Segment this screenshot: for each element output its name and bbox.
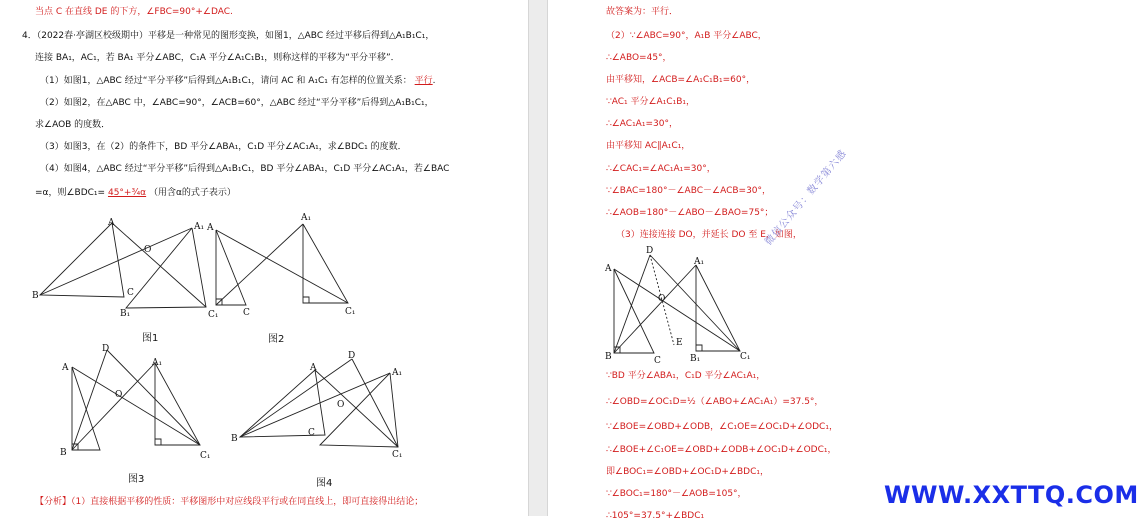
svg-text:C: C: [308, 428, 315, 438]
solution-line-4: 由平移知，∠ACB=∠A₁C₁B₁=60°，: [606, 75, 756, 85]
svg-text:C: C: [243, 308, 250, 318]
problem-definition: 连接 BA₁，AC₁，若 BA₁ 平分∠ABC，C₁A 平分∠A₁C₁B₁，则称这样的平移为“平分平移”．: [35, 53, 400, 63]
svg-text:E: E: [676, 338, 683, 348]
problem-intro: 4．（2022春·亭湖区校级期中）平移是一种常见的图形变换，如图1，△ABC 经过平移后得到△A₁B₁C₁，: [22, 31, 435, 41]
svg-text:O: O: [337, 400, 345, 410]
question-2: （2）如图2，在△ABC 中，∠ABC=90°，∠ACB=60°，△ABC 经过“平分平移”后得到△A₁B₁C₁，: [40, 98, 434, 108]
svg-text:A₁: A₁: [194, 222, 205, 232]
svg-text:C₁: C₁: [200, 451, 211, 461]
solution-line-5: ∵AC₁ 平分∠A₁C₁B₁，: [606, 97, 695, 107]
svg-text:A₁: A₁: [392, 368, 403, 378]
svg-text:C₁: C₁: [208, 310, 219, 320]
solution-line-6: ∴∠AC₁A₁=30°，: [606, 119, 678, 129]
prev-answer-line: 当点 C 在直线 DE 的下方，∠FBC=90°+∠DAC.: [35, 7, 233, 17]
figure-1-label: 图1: [142, 333, 159, 344]
svg-text:B₁: B₁: [120, 309, 131, 319]
svg-text:C: C: [127, 288, 134, 298]
svg-text:A₁: A₁: [152, 358, 163, 368]
solution-line-16: 即∠BOC₁=∠OBD+∠OC₁D+∠BDC₁，: [606, 467, 769, 477]
question-4-cont: =α，则∠BDC₁= 45°+¾α （用含α的式子表示）: [35, 188, 236, 198]
solution-figure: [605, 246, 768, 366]
solution-line-1: 故答案为：平行．: [606, 7, 679, 17]
solution-line-9: ∵∠BAC=180°－∠ABC－∠ACB=30°，: [606, 186, 772, 196]
solution-line-12: ∵BD 平分∠ABA₁，C₁D 平分∠AC₁A₁，: [606, 371, 766, 381]
figure-3: [60, 344, 230, 461]
figure-4: [230, 351, 410, 460]
figure-1: [30, 215, 219, 320]
svg-text:D: D: [348, 351, 356, 361]
figure-3-label: 图3: [128, 474, 145, 485]
site-logo[interactable]: WWW.XXTTQ.COM: [884, 481, 1139, 509]
answer-4: 45°+¾α: [107, 188, 147, 198]
svg-text:C₁: C₁: [392, 450, 403, 460]
svg-text:A: A: [207, 223, 214, 233]
svg-text:B: B: [231, 434, 238, 444]
question-4: （4）如图4，△ABC 经过“平分平移”后得到△A₁B₁C₁，BD 平分∠ABA₁，C₁D 平分∠AC₁A₁，若∠BAC: [40, 164, 450, 174]
svg-text:A: A: [108, 218, 115, 228]
svg-text:B: B: [605, 352, 612, 362]
figure-2: [207, 213, 363, 318]
solution-line-17: ∵∠BOC₁=180°－∠AOB=105°，: [606, 489, 747, 499]
svg-text:D: D: [646, 246, 654, 256]
svg-text:C₁: C₁: [345, 307, 356, 317]
solution-line-2: （2）∵∠ABC=90°，A₁B 平分∠ABC，: [606, 31, 767, 41]
svg-text:A: A: [310, 363, 317, 373]
solution-line-10: ∴∠AOB=180°－∠ABO－∠BAO=75°；: [606, 208, 774, 218]
solution-line-3: ∴∠ABO=45°，: [606, 53, 672, 63]
page-gutter: [528, 0, 548, 516]
question-2-cont: 求∠AOB 的度数．: [35, 120, 111, 130]
analysis-line: 【分析】（1）直接根据平移的性质：平移图形中对应线段平行或在同直线上，即可直接得出结论；: [35, 497, 424, 507]
solution-line-14: ∵∠BOE=∠OBD+∠ODB，∠C₁OE=∠OC₁D+∠ODC₁，: [606, 422, 838, 432]
svg-text:C: C: [654, 356, 661, 366]
wechat-watermark: 微信公众号：数学第六感: [763, 147, 850, 248]
svg-text:O: O: [144, 245, 152, 255]
question-3: （3）如图3，在（2）的条件下，BD 平分∠ABA₁，C₁D 平分∠AC₁A₁，求∠BDC₁ 的度数．: [40, 142, 407, 152]
right-page: [548, 0, 1084, 521]
solution-line-13: ∴∠OBD=∠OC₁D=½（∠ABO+∠AC₁A₁）=37.5°，: [606, 397, 824, 407]
question-1: （1）如图1，△ABC 经过“平分平移”后得到△A₁B₁C₁，请问 AC 和 A₁C₁ 有怎样的位置关系： 平行.: [40, 76, 436, 86]
svg-text:A: A: [605, 264, 612, 274]
svg-text:D: D: [102, 344, 110, 354]
svg-text:B₁: B₁: [690, 354, 701, 364]
solution-line-8: ∴∠CAC₁=∠AC₁A₁=30°，: [606, 164, 716, 174]
svg-text:O: O: [658, 294, 666, 304]
answer-1: 平行: [414, 76, 433, 86]
svg-text:A: A: [62, 363, 69, 373]
figure-4-label: 图4: [316, 478, 333, 489]
svg-text:B: B: [32, 291, 39, 301]
svg-text:O: O: [115, 390, 123, 400]
solution-line-7: 由平移知 AC∥A₁C₁，: [606, 141, 691, 151]
svg-text:A₁: A₁: [694, 257, 705, 267]
solution-line-15: ∴∠BOE+∠C₁OE=∠OBD+∠ODB+∠OC₁D+∠ODC₁，: [606, 445, 837, 455]
svg-text:C₁: C₁: [740, 352, 751, 362]
left-page: [0, 0, 528, 516]
svg-text:A₁: A₁: [301, 213, 312, 223]
solution-line-18: ∴105°=37.5°+∠BDC₁: [606, 511, 705, 521]
svg-text:B: B: [60, 448, 67, 458]
figure-2-label: 图2: [268, 334, 285, 345]
solution-line-11: （3）连接连接 DO，并延长 DO 至 E，如图，: [616, 230, 802, 240]
